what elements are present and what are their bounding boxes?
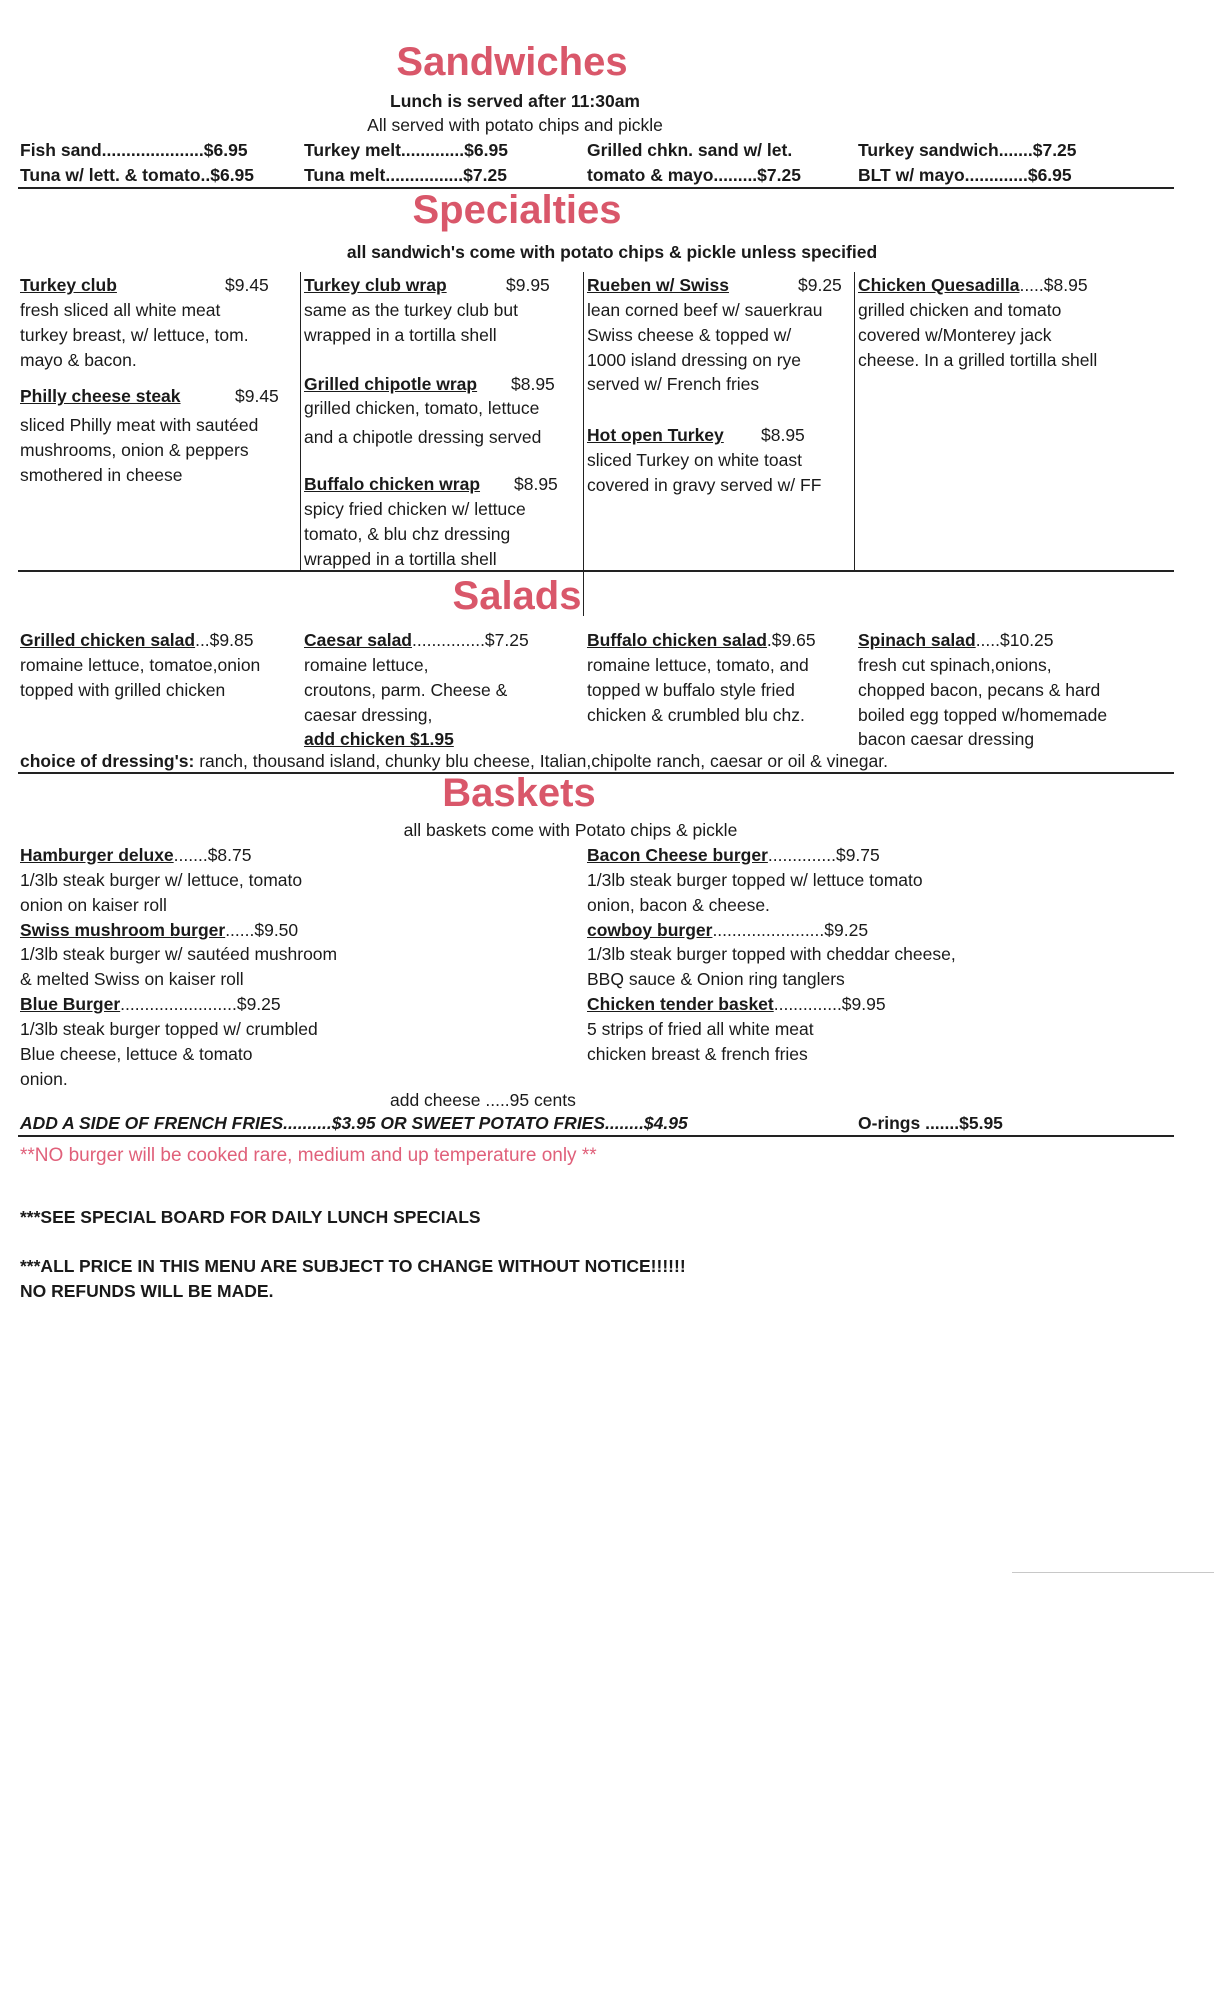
sandwich-turkey-melt: Turkey melt.............$6.95 xyxy=(304,140,508,160)
baskets-right-column xyxy=(587,843,1167,1067)
chicken-tender-desc: 5 strips of fried all white meat xyxy=(587,1018,814,1039)
caesar-salad-desc: croutons, parm. Cheese & xyxy=(304,679,508,700)
turkey-club-desc: mayo & bacon. xyxy=(20,349,137,370)
caesar-salad-name: Caesar salad xyxy=(304,630,412,650)
spinach-salad-price: .....$10.25 xyxy=(975,630,1054,650)
chicken-tender-name: Chicken tender basket xyxy=(587,994,774,1015)
buffalo-wrap-desc: wrapped in a tortilla shell xyxy=(304,548,497,569)
blue-burger-desc: Blue cheese, lettuce & tomato xyxy=(20,1043,253,1064)
turkey-club-price: $9.45 xyxy=(225,275,269,295)
grilled-chicken-salad-price: ...$9.85 xyxy=(195,630,254,650)
baskets-title: Baskets xyxy=(442,771,596,815)
price-change-notice: ***ALL PRICE IN THIS MENU ARE SUBJECT TO CHANGE WITHOUT NOTICE!!!!!! xyxy=(20,1256,686,1276)
baskets-note: all baskets come with Potato chips & pickle xyxy=(403,820,738,840)
rueben-desc: served w/ French fries xyxy=(587,374,760,395)
scan-artifact-line xyxy=(1012,1572,1214,1573)
chipotle-wrap-name: Grilled chipotle wrap xyxy=(304,373,478,394)
chicken-tender-desc: chicken breast & french fries xyxy=(587,1043,808,1064)
spinach-salad-desc: chopped bacon, pecans & hard xyxy=(858,679,1101,700)
hamburger-deluxe-price: .......$8.75 xyxy=(173,845,252,865)
spinach-salad-item xyxy=(858,628,1178,653)
burger-temperature-warning: **NO burger will be cooked rare, medium and up temperature only ** xyxy=(20,1145,597,1166)
swiss-mushroom-desc: & melted Swiss on kaiser roll xyxy=(20,969,244,990)
cowboy-burger-desc: 1/3lb steak burger topped with cheddar cheese, xyxy=(587,944,956,965)
chipotle-wrap-desc: grilled chicken, tomato, lettuce xyxy=(304,398,540,419)
buffalo-salad-item xyxy=(587,628,867,653)
caesar-salad-price: ...............$7.25 xyxy=(412,630,529,650)
swiss-mushroom-item xyxy=(20,918,580,943)
specialties-note: all sandwich's come with potato chips & pickle unless specified xyxy=(346,242,878,262)
buffalo-salad-desc: chicken & crumbled blu chz. xyxy=(587,704,805,725)
sandwich-grilled-chicken-cont: tomato & mayo.........$7.25 xyxy=(587,165,801,185)
orings-price: O-rings .......$5.95 xyxy=(858,1113,1003,1133)
buffalo-wrap-price: $8.95 xyxy=(514,474,558,495)
caesar-salad-desc: romaine lettuce, xyxy=(304,654,429,675)
salad-grilled-chicken xyxy=(20,628,300,703)
buffalo-wrap-desc: spicy fried chicken w/ lettuce xyxy=(304,498,526,519)
grilled-chicken-salad-name: Grilled chicken salad xyxy=(20,630,196,650)
philly-desc: mushrooms, onion & peppers xyxy=(20,440,249,461)
cowboy-burger-item xyxy=(587,918,1167,943)
rueben-desc: 1000 island dressing on rye xyxy=(587,349,802,370)
specialty-col-2 xyxy=(304,273,584,571)
bacon-cheese-name: Bacon Cheese burger xyxy=(587,845,768,865)
rueben-desc: lean corned beef w/ sauerkrau xyxy=(587,299,823,320)
hot-turkey-desc: covered in gravy served w/ FF xyxy=(587,474,822,495)
cowboy-burger-name: cowboy burger xyxy=(587,919,713,940)
chipotle-wrap-price: $8.95 xyxy=(511,373,555,394)
rueben-desc: Swiss cheese & topped w/ xyxy=(587,324,792,345)
salad-buffalo-chicken xyxy=(587,628,867,727)
turkey-wrap-item xyxy=(304,273,584,298)
buffalo-wrap-desc: tomato, & blu chz dressing xyxy=(304,523,511,544)
turkey-wrap-desc: same as the turkey club but xyxy=(304,299,518,320)
bacon-cheese-desc: onion, bacon & cheese. xyxy=(587,894,770,915)
spinach-salad-name: Spinach salad xyxy=(858,630,976,650)
swiss-mushroom-name: Swiss mushroom burger xyxy=(20,919,226,940)
sandwich-tuna-melt: Tuna melt................$7.25 xyxy=(304,165,507,185)
no-refunds-notice: NO REFUNDS WILL BE MADE. xyxy=(20,1281,274,1301)
quesadilla-desc: cheese. In a grilled tortilla shell xyxy=(858,349,1098,370)
swiss-mushroom-price: ......$9.50 xyxy=(225,919,299,940)
salad-caesar xyxy=(304,628,584,752)
chipotle-wrap-item xyxy=(304,372,584,397)
rueben-item xyxy=(587,273,867,298)
hamburger-deluxe-name: Hamburger deluxe xyxy=(20,845,174,865)
divider-baskets xyxy=(18,1135,1174,1137)
bacon-cheese-item xyxy=(587,843,1167,868)
hot-turkey-name: Hot open Turkey xyxy=(587,425,724,446)
sandwich-tuna: Tuna w/ lett. & tomato..$6.95 xyxy=(20,165,255,185)
turkey-club-item xyxy=(20,273,300,298)
bacon-cheese-desc: 1/3lb steak burger topped w/ lettuce tomato xyxy=(587,869,923,890)
quesadilla-price: .....$8.95 xyxy=(1019,275,1088,295)
specialty-col-3 xyxy=(587,273,867,498)
hot-turkey-item xyxy=(587,423,867,448)
buffalo-salad-desc: romaine lettuce, tomato, and xyxy=(587,654,809,675)
turkey-club-desc: fresh sliced all white meat xyxy=(20,299,221,320)
salads-title-divider xyxy=(583,572,584,616)
grilled-chicken-salad-item xyxy=(20,628,300,653)
turkey-wrap-name: Turkey club wrap xyxy=(304,275,447,295)
chicken-tender-item xyxy=(587,992,1167,1017)
spinach-salad-desc: boiled egg topped w/homemade xyxy=(858,704,1108,725)
sandwich-grilled-chicken: Grilled chkn. sand w/ let. xyxy=(587,140,793,160)
specialties-title: Specialties xyxy=(412,188,622,232)
quesadilla-desc: grilled chicken and tomato xyxy=(858,299,1062,320)
sandwiches-title: Sandwiches xyxy=(396,40,628,84)
specialty-col-4 xyxy=(858,273,1168,372)
blue-burger-desc: onion. xyxy=(20,1068,68,1089)
sandwiches-note-lunch-time: Lunch is served after 11:30am xyxy=(390,91,640,111)
spinach-salad-desc: bacon caesar dressing xyxy=(858,729,1035,750)
philly-name: Philly cheese steak xyxy=(20,386,181,407)
philly-desc: smothered in cheese xyxy=(20,464,183,485)
special-board-notice: ***SEE SPECIAL BOARD FOR DAILY LUNCH SPECIALS xyxy=(20,1207,481,1227)
grilled-chicken-salad-desc: romaine lettuce, tomatoe,onion xyxy=(20,654,261,675)
blue-burger-price: ........................$9.25 xyxy=(120,994,281,1015)
blue-burger-item xyxy=(20,992,580,1017)
sandwich-fish: Fish sand.....................$6.95 xyxy=(20,140,248,160)
chicken-tender-price: ..............$9.95 xyxy=(773,994,886,1015)
turkey-wrap-desc: wrapped in a tortilla shell xyxy=(304,324,497,345)
dressing-label: choice of dressing's: xyxy=(20,751,195,771)
hamburger-deluxe-desc: 1/3lb steak burger w/ lettuce, tomato xyxy=(20,869,303,890)
cowboy-burger-desc: BBQ sauce & Onion ring tanglers xyxy=(587,969,845,990)
quesadilla-item xyxy=(858,273,1168,298)
baskets-left-column xyxy=(20,843,580,1091)
quesadilla-name: Chicken Quesadilla xyxy=(858,275,1020,295)
philly-desc: sliced Philly meat with sautéed xyxy=(20,415,259,436)
fries-line: ADD A SIDE OF FRENCH FRIES..........$3.95 OR SWEET POTATO FRIES........$4.95 xyxy=(20,1113,688,1133)
buffalo-salad-price: .$9.65 xyxy=(766,630,816,650)
cowboy-burger-price: .......................$9.25 xyxy=(712,919,869,940)
turkey-club-desc: turkey breast, w/ lettuce, tom. xyxy=(20,324,249,345)
add-cheese: add cheese .....95 cents xyxy=(390,1090,576,1110)
grilled-chicken-salad-desc: topped with grilled chicken xyxy=(20,679,226,700)
caesar-add-chicken: add chicken $1.95 xyxy=(304,729,454,750)
swiss-mushroom-desc: 1/3lb steak burger w/ sautéed mushroom xyxy=(20,944,338,965)
sandwiches-note-chips: All served with potato chips and pickle xyxy=(367,115,663,135)
philly-item xyxy=(20,384,300,409)
spinach-salad-desc: fresh cut spinach,onions, xyxy=(858,654,1052,675)
hot-turkey-desc: sliced Turkey on white toast xyxy=(587,450,802,471)
chipotle-wrap-desc: and a chipotle dressing served xyxy=(304,427,542,448)
turkey-wrap-price: $9.95 xyxy=(506,275,550,295)
dressing-list: ranch, thousand island, chunky blu cheese, Italian,chipolte ranch, caesar or oil & vinegar. xyxy=(199,751,888,771)
rueben-price: $9.25 xyxy=(798,275,842,295)
salad-spinach xyxy=(858,628,1178,752)
hot-turkey-price: $8.95 xyxy=(761,425,805,446)
caesar-salad-desc: caesar dressing, xyxy=(304,704,433,725)
blue-burger-desc: 1/3lb steak burger topped w/ crumbled xyxy=(20,1018,318,1039)
buffalo-wrap-item xyxy=(304,472,584,497)
sandwich-blt: BLT w/ mayo.............$6.95 xyxy=(858,165,1072,185)
quesadilla-desc: covered w/Monterey jack xyxy=(858,324,1052,345)
rueben-name: Rueben w/ Swiss xyxy=(587,275,729,295)
sandwich-turkey: Turkey sandwich.......$7.25 xyxy=(858,140,1077,160)
turkey-club-name: Turkey club xyxy=(20,275,117,295)
buffalo-wrap-name: Buffalo chicken wrap xyxy=(304,474,481,495)
buffalo-salad-desc: topped w buffalo style fried xyxy=(587,679,795,700)
specialty-col-1 xyxy=(20,273,300,488)
philly-price: $9.45 xyxy=(235,386,279,407)
hamburger-deluxe-desc: onion on kaiser roll xyxy=(20,894,167,915)
salads-title: Salads xyxy=(452,574,582,618)
caesar-salad-item xyxy=(304,628,584,653)
buffalo-salad-name: Buffalo chicken salad xyxy=(587,630,767,650)
specialties-divider-1 xyxy=(300,272,301,570)
bacon-cheese-price: ..............$9.75 xyxy=(767,845,880,865)
hamburger-deluxe-item xyxy=(20,843,580,868)
blue-burger-name: Blue Burger xyxy=(20,994,121,1015)
